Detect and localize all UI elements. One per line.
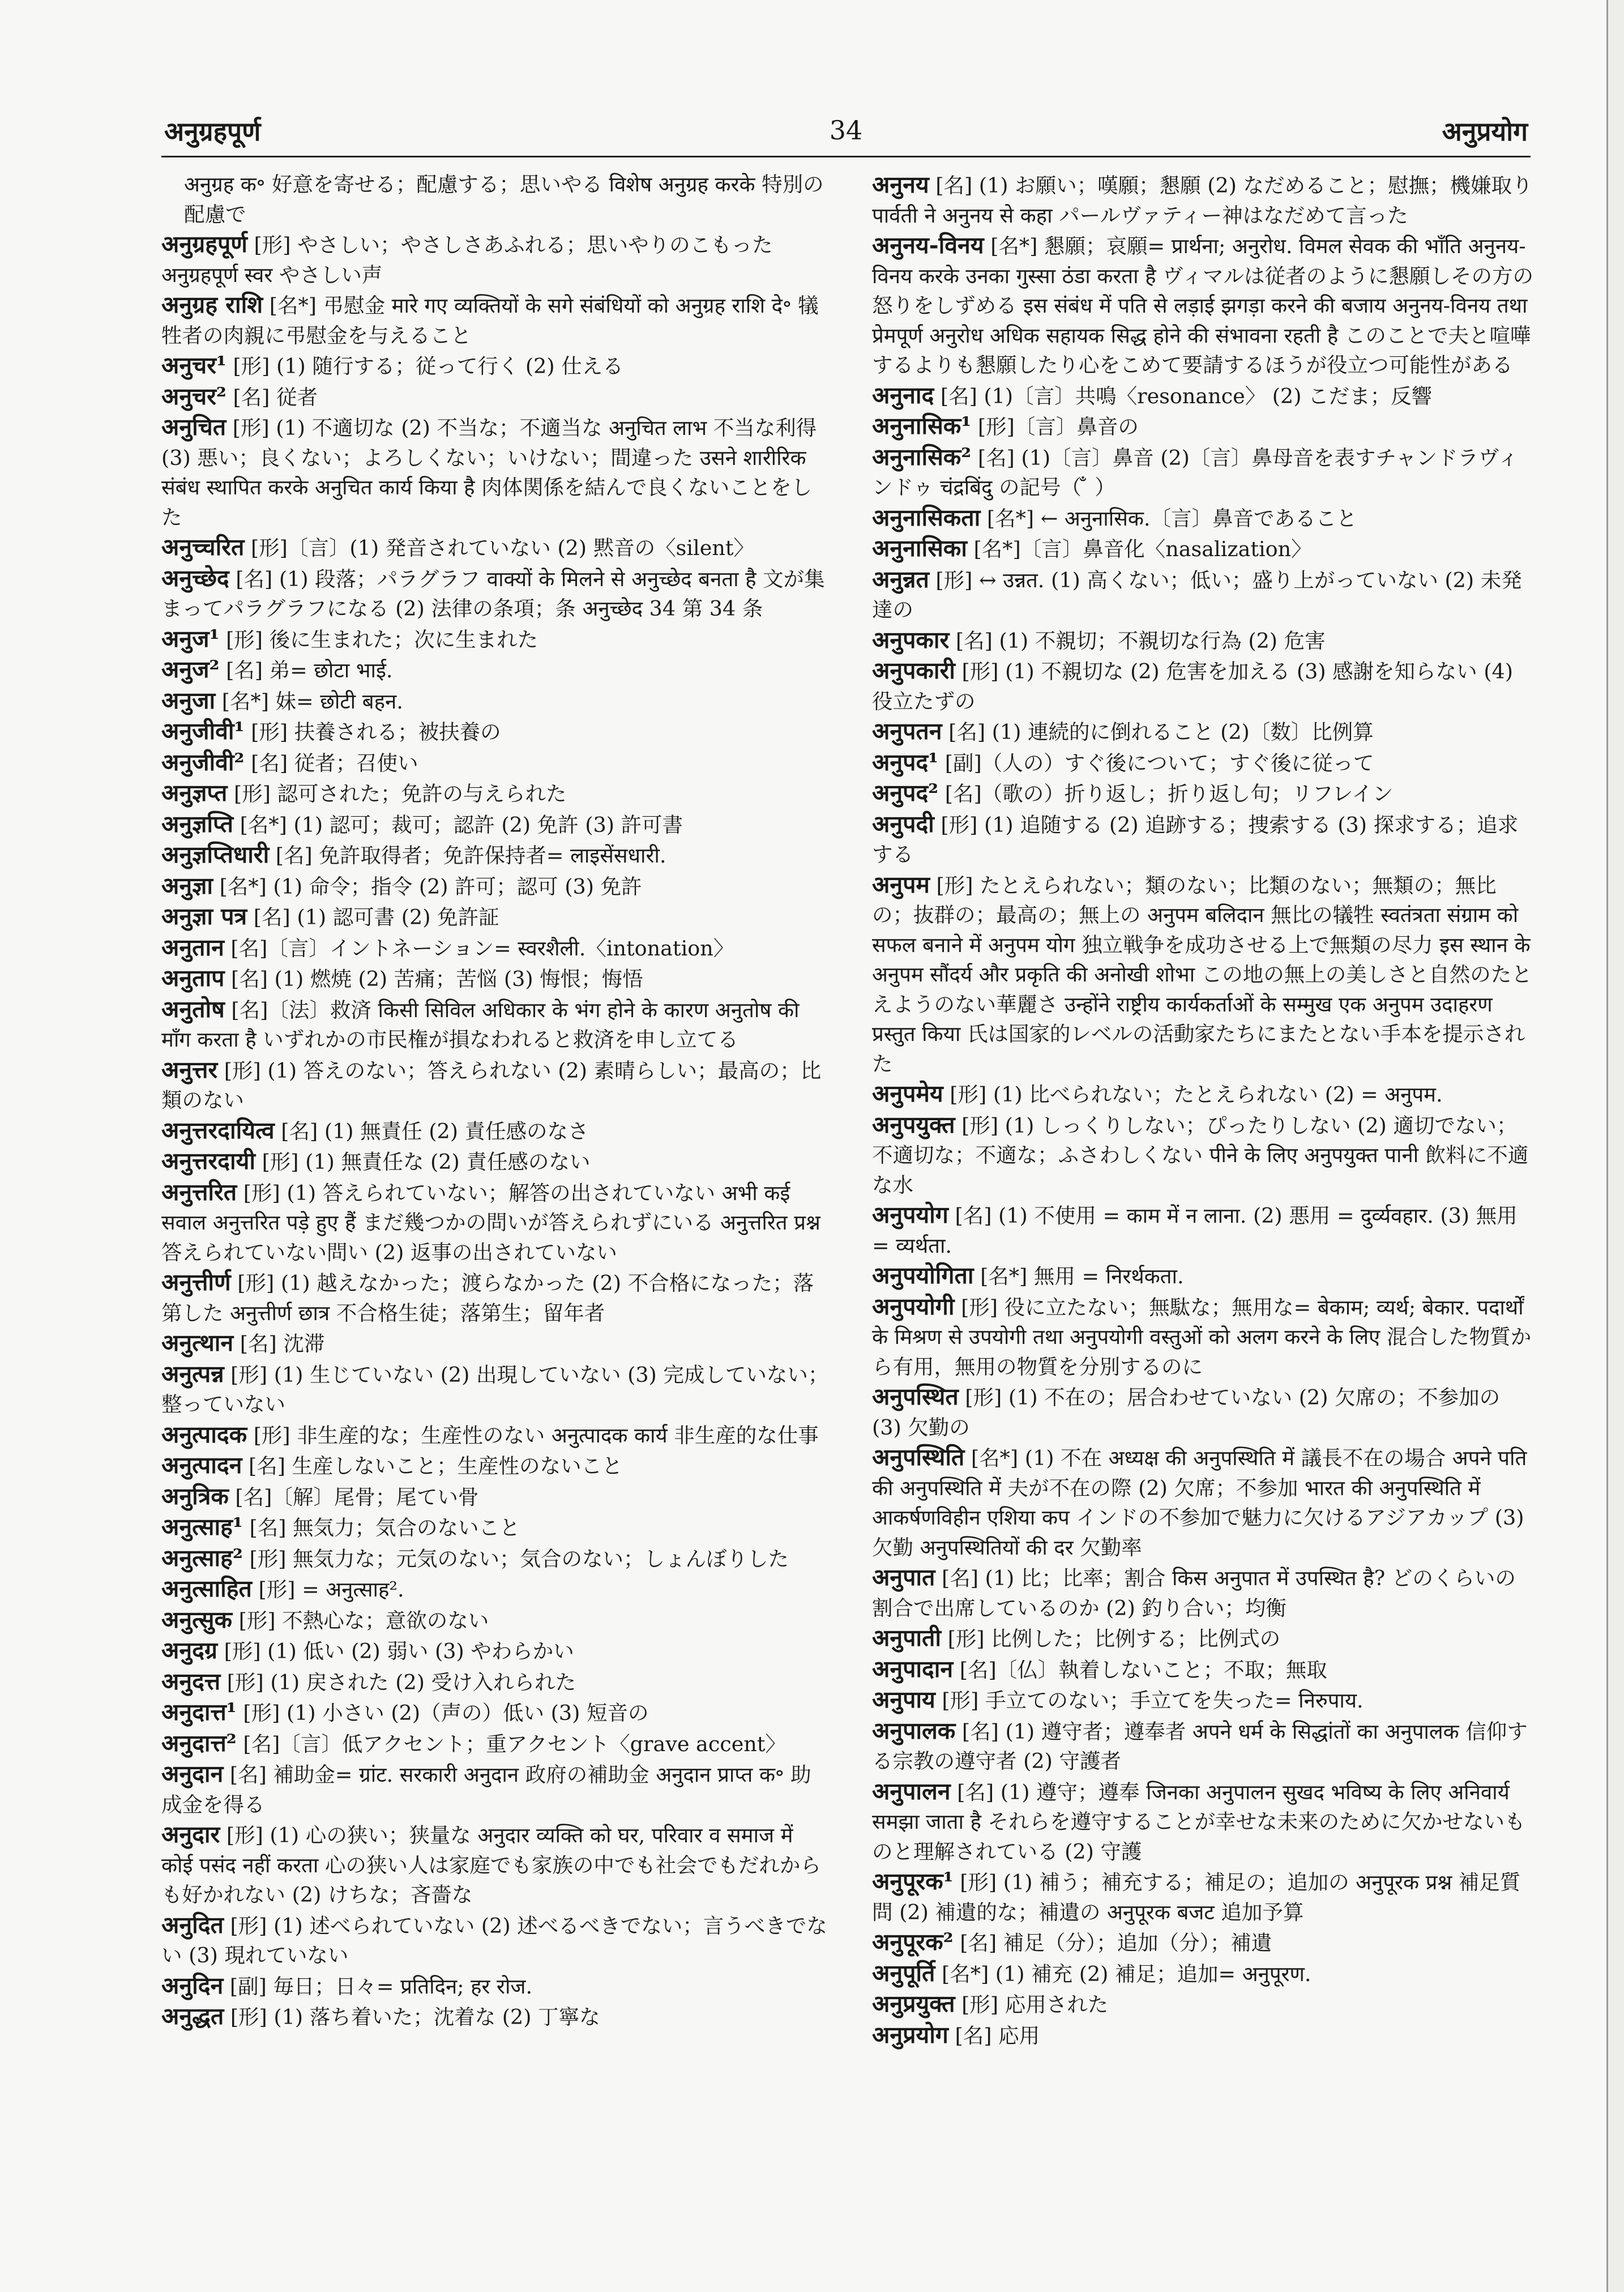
entry-headword: अनुदिन [161,1971,224,1999]
dictionary-entry [161,290,830,351]
entry-definition: [形] (1) 落ち着いた；沈着な (2) 丁寧な [224,2005,600,2029]
dictionary-entry [872,1867,1533,1927]
entry-headword: अनुच्छेद [161,564,229,592]
entry-headword: अनुत्साह² [161,1544,243,1572]
entry-headword: अनुदात्त¹ [161,1698,237,1726]
entry-headword: अनुग्रह राशि [161,291,263,318]
header-last-headword: अनुप्रयोग [1442,116,1528,147]
entry-headword: अनुतान [161,933,224,961]
entry-definition: [名] (1) 燃焼 (2) 苦痛；苦悩 (3) 悔恨；悔悟 [224,967,643,991]
entry-definition: [名]〔解〕尾骨；尾てい骨 [228,1484,479,1509]
dictionary-entry [872,778,1533,809]
entry-definition: [名] (1) 遵守者；遵奉者 अपने धर्म के सिद्धांतों का अनुपालक 信仰する宗教の遵守者 (2) 守護者 [872,1719,1528,1773]
dictionary-entry [161,1482,830,1513]
entry-headword: अनुपयोगी [872,1292,955,1320]
entry-headword: अनुत्तीर्ण [161,1269,231,1296]
entry-headword: अनुज² [161,656,220,683]
dictionary-entry [872,381,1533,412]
entry-definition: [形] 無気力な；元気のない；気合のない；しょんぼりした [242,1546,789,1571]
entry-headword: अनुचर² [161,382,226,410]
entry-headword: अनुपद² [872,779,939,806]
entry-definition: [形] (1) 小さい (2)（声の）低い (3) 短音の [236,1701,649,1725]
entry-headword: अनुपमेय [872,1080,943,1107]
entry-definition: [名*] (1) 不在 अध्यक्ष की अनुपस्थिति में 議長不在の場合 अपने पति की अनुपस्थिति में 夫が不在の際 (2) 欠席；不参加 भारत की अनुपस्थिति में आकर्षणविहीन एशिया कप インドの不参加で魅力に欠けるアジアカップ (3) 欠勤 अनुपस्थितियों की दर 欠勤率 [872,1446,1527,1560]
entry-definition: [形] 比例した；比例する；比例式の [941,1627,1281,1651]
page-header [161,110,1531,157]
entry-headword: अनुत्तरदायित्व [161,1116,275,1144]
dictionary-entry [161,564,830,624]
dictionary-entry [872,748,1533,779]
entry-headword: अनुचित [161,413,226,441]
entry-definition: [名] (1) お願い；嘆願；懇願 (2) なだめること；慰撫；機嫌取り पार्वती ने अनुनय से कहा パールヴァティー神はなだめて言った [872,173,1533,228]
entry-headword: अनुपयोग [872,1201,948,1228]
dictionary-entry [161,1512,830,1543]
entry-definition: [名] 沈滞 [233,1331,325,1356]
dictionary-entry [161,2001,830,2033]
entry-headword: अनुपस्थित [872,1383,959,1410]
dictionary-entry [872,1654,1533,1685]
dictionary-entry [872,442,1533,503]
entry-headword: अनुनासिक² [872,443,972,471]
entry-headword: अनुपूर्ति [872,1959,935,1987]
dictionary-entry [872,870,1533,1079]
dictionary-entry [872,1200,1533,1261]
entry-definition: [副]（人の）すぐ後について；すぐ後に従って [938,750,1374,775]
entry-definition: [名] 補助金= ग्रांट. सरकारी अनुदान 政府の補助金 अनुदान प्राप्त क॰ 助成金を得る [161,1762,811,1817]
dictionary-entry [872,1623,1533,1654]
entry-headword: अनुजा [161,686,216,714]
page-edge [1606,0,1624,2292]
dictionary-entry [872,1079,1533,1110]
dictionary-entry [872,1382,1533,1442]
dictionary-entry [161,1116,830,1147]
entry-definition: [形] やさしい；やさしさあふれる；思いやりのこもった अनुग्रहपूर्ण स्वर やさしい声 [161,233,773,287]
dictionary-entry [872,411,1533,442]
entry-headword: अनुपम [872,870,930,898]
entry-definition: [名] (1) 不使用 = काम में न लाना. (2) 悪用 = दुर्व्यवहार. (3) 無用 = व्यर्थता. [872,1203,1518,1258]
entry-headword: अनुताप [161,964,225,992]
dictionary-entry [161,1605,830,1636]
dictionary-entry [161,1910,830,1971]
entry-definition: [形] 認可された；免許の与えられた [227,782,567,806]
entry-definition: [形] たとえられない；類のない；比類のない；無類の；無比の；抜群の；最高の；無上の अनुपम बलिदान 無比の犠牲 स्वतंत्रता संग्राम को सफल बनाने में अनुपम योग 独立戦争を成功させる上で無類の尽力 इस स्थान के अनुपम सौंदर्य और प्रकृति की अनोखी शोभा この地の無上の美しさと自然のたとえようのない華麗さ उन्होंने राष्ट्रीय कार्यकर्ताओं के सम्मुख एक अनुपम उदाहरण प्रस्तुत किया 氏は国家的レベルの活動家たちにまたとない手本を提示された [872,873,1532,1076]
entry-headword: अनुदत्त [161,1667,221,1695]
dictionary-entry [872,1110,1533,1201]
dictionary-entry [161,933,830,964]
dictionary-entry [161,963,830,995]
entry-definition: [形] (1) 答えられていない；解答の出されていない अभी कई सवाल अनुत्तरित पड़े हुए हैं まだ幾つかの問いが答えられずにいる अनुत्तरित प्रश्न 答えられていない問い (2) 返事の出されていない [161,1180,820,1265]
entry-definition: [名] (1) 無責任 (2) 責任感のなさ [274,1119,589,1143]
entry-headword: अनुत्पादन [161,1452,242,1479]
dictionary-entry [872,2020,1533,2051]
dictionary-entry [161,624,830,655]
entry-definition: [形] = अनुत्साह². [251,1577,404,1602]
entry-headword: अनुत्साहित [161,1575,252,1602]
entry-definition: [名] 補足（分）；追加（分）；補遺 [953,1931,1272,1955]
entry-headword: अनुनाद [872,381,934,409]
dictionary-entry [872,1927,1533,1958]
dictionary-entry [161,170,830,229]
left-column [161,170,830,2033]
dictionary-entry [161,778,830,809]
dictionary-entry [161,871,830,902]
entry-definition: [名] 従者 [226,385,318,409]
entry-definition: [名*] (1) 認可；裁可；認許 (2) 免許 (3) 許可書 [233,812,683,837]
dictionary-entry [161,1697,830,1728]
entry-definition: [形]〔言〕(1) 発音されていない (2) 黙音の〈silent〉 [244,536,754,560]
dictionary-entry [872,1292,1533,1382]
entry-definition: [形] (1) 答えのない；答えられない (2) 素晴らしい；最高の；比類のない [161,1058,822,1112]
entry-definition: [名] 免許取得者；免許保持者= लाइसेंसधारी. [269,843,666,868]
dictionary-entry [872,1989,1533,2020]
entry-definition: [形] (1) 越えなかった；渡らなかった (2) 不合格になった；落第した अनुत्तीर्ण छात्र 不合格生徒；落第生；留年者 [161,1271,814,1325]
dictionary-entry [161,1359,830,1420]
entry-definition: [名*] 弔慰金 मारे गए व्यक्तियों के सगे संबंधियों को अनुग्रह राशि दे॰ 犠牲者の肉親に弔慰金を与えること [161,293,819,348]
entry-headword: अनुपस्थिति [872,1444,965,1471]
entry-definition: [名*] 懇願；哀願= प्रार्थना; अनुरोध. विमल सेवक की भाँति अनुनय-विनय करके उनका गुस्सा ठंडा करता है ヴィマルは従者のように懇願しその方の怒りをしずめる इस संबंध में पति से लड़ाई झगड़ा करने की बजाय अनुनय-विनय तथा प्रेमपूर्ण अनुरोध अधिक सहायक सिद्ध होने की संभावना रहती है このことで夫と喧嘩するよりも懇願したり心をこめて要請するほうが役立つ可能性がある [872,234,1533,377]
entry-headword: अनुपाती [872,1624,941,1651]
entry-headword: अनुत्रिक [161,1482,229,1510]
dictionary-entry [872,716,1533,748]
dictionary-entry [161,1636,830,1667]
dictionary-entry [161,1177,830,1268]
dictionary-entry [161,1146,830,1177]
entry-definition: [形] (1) 不親切な (2) 危害を加える (3) 感謝を知らない (4) 役立たずの [872,659,1513,714]
entry-headword: अनुत्सुक [161,1606,233,1633]
entry-headword: अनुद्धत [161,2003,224,2030]
entry-headword: अनुत्तरित [161,1178,237,1206]
entry-headword: अनुज्ञा [161,872,213,899]
entry-headword: अनुप्रयुक्त [872,1990,955,2017]
entry-definition: [形] 後に生まれた；次に生まれた [219,627,539,652]
entry-headword: अनुपद¹ [872,748,939,776]
entry-headword: अनुपात [872,1564,935,1591]
entry-headword: अनुदित [161,1911,224,1939]
entry-headword: अनुदात्त² [161,1729,237,1757]
entry-headword: अनुजीवी¹ [161,718,245,745]
entry-definition: [形] (1) 戻された (2) 受け入れられた [220,1670,576,1695]
entry-definition: [名] (1) 遵守；遵奉 जिनका अनुपालन सुखद भविष्य के लिए अनिवार्य समझा जाता है それらを遵守することが幸せな未来のために欠かせないものと理解されている (2) 守護 [872,1779,1525,1864]
entry-definition: [名]〔法〕救済 किसी सिविल अधिकार के भंग होने के कारण अनुतोष की माँग करता है いずれかの市民権が損なわれると救済を申し立てる [161,997,800,1052]
dictionary-entry [161,1667,830,1698]
entry-headword: अनुत्साह¹ [161,1513,243,1540]
entry-definition: [名] (1) 連続的に倒れること (2)〔数〕比例算 [942,720,1374,744]
dictionary-entry [161,1971,830,2002]
entry-headword: अनुपदी [872,810,934,838]
dictionary-entry [161,1574,830,1605]
dictionary-entry [161,1267,830,1328]
entry-headword: अनुपतन [872,718,942,745]
entry-definition: [形] (1) 心の狭い；狭量な अनुदार व्यक्ति को घर, परिवार व समाज में कोई पसंद नहीं करता 心の狭い人は家庭でも家族の中でも社会でもだれからも好かれない (2) けちな；吝嗇な [161,1823,821,1907]
dictionary-entry [161,351,830,382]
entry-headword: अनुज्ञप्तिधारी [161,841,270,868]
entry-definition: [名*] 無用 = निरर्थकता. [973,1264,1184,1288]
dictionary-entry [872,1958,1533,1990]
entry-definition: [名] 生産しないこと；生産性のないこと [242,1454,623,1478]
dictionary-entry [161,686,830,717]
dictionary-entry [872,503,1533,534]
dictionary-entry [161,1820,830,1910]
entry-definition: [名] (1) 段落；パラグラフ वाक्यों के मिलने से अनुच्छेद बनता है 文が集まってパラグラフになる (2) 法律の条項；条 अनुच्छेद 34 第 34 条 [161,566,825,621]
dictionary-entry [161,1420,830,1451]
entry-definition: [名] 弟= छोटा भाई. [219,658,393,682]
entry-definition: [名*] (1) 命令；指令 (2) 許可；認可 (3) 免許 [212,874,642,899]
entry-definition: [形] ↔ उन्नत. (1) 高くない；低い；盛り上がっていない (2) 未発達の [872,567,1522,622]
entry-definition: [形] (1) 述べられていない (2) 述べるべきでない；言うべきでない (3) 現れていない [161,1913,827,1967]
entry-headword: अनुपालक [872,1717,956,1744]
entry-headword: अनुत्पादक [161,1420,247,1448]
entry-definition: [形] (1) 随行する；従って行く (2) 仕える [226,354,623,378]
entry-headword: अनुनासिका [872,535,967,562]
entry-headword: अनुदान [161,1760,224,1787]
dictionary-entry [161,840,830,871]
dictionary-entry [872,1716,1533,1777]
entry-headword: अनुन्नत [872,565,929,593]
entry-definition: [名] 応用 [948,2023,1040,2048]
entry-definition: [名]〔言〕低アクセント；重アクセント〈grave accent〉 [236,1731,786,1756]
entry-definition: [名] 従者；召使い [244,750,418,775]
entry-definition: [形] 扶養される；被扶養の [244,720,501,744]
entry-headword: अनुपूरक² [872,1928,954,1956]
entry-definition: [形] (1) しっくりしない；ぴったりしない (2) 適切でない；不適切な；不適な；ふさわしくない पीने के लिए अनुपयुक्त पानी 飲料に不適な水 [872,1113,1529,1197]
dictionary-entry [161,1328,830,1359]
entry-headword: अनुच्चरित [161,533,245,561]
entry-headword: अनुत्तर [161,1056,218,1083]
entry-headword: अनुनासिक¹ [872,412,972,439]
entry-headword: अनुज्ञप्ति [161,810,233,838]
dictionary-entry [161,1728,830,1760]
dictionary-entry [161,382,830,413]
entry-headword: अनुज्ञा पत्र [161,903,247,930]
entry-headword: अनुपयुक्त [872,1111,955,1138]
dictionary-entry [161,532,830,564]
dictionary-entry [872,1563,1533,1623]
dictionary-entry [872,625,1533,656]
entry-definition: [形] (1) 不適切な (2) 不当な；不適当な अनुचित लाभ 不当な利得 (3) 悪い；良くない；よろしくない；いけない；間違った उसने शारीरिक संबंध स्थापित करके अनुचित कार्य किया है 肉体関係を結んで良くないことをした [161,416,817,530]
dictionary-entry [872,533,1533,565]
entry-headword: अनुनय [872,171,929,198]
entry-definition: [名] (1) 不親切；不親切な行為 (2) 危害 [949,628,1326,653]
entry-definition: [形] (1) 生じていない (2) 出現していない (3) 完成していない；整っていない [161,1362,829,1416]
dictionary-entry [161,809,830,840]
dictionary-entry [872,231,1533,381]
entry-definition: [形] (1) 低い (2) 弱い (3) やわらかい [217,1639,574,1663]
entry-definition: [形]〔言〕鼻音の [971,415,1139,439]
entry-definition: [形] 役に立たない；無駄な；無用な= बेकाम; व्यर्थ; बेकार. पदार्थों के मिश्रण से उपयोगी तथा अनुपयोगी वस्तुओं को अलग करने के लिए 混合した物質から有用，無用の物質を分別するのに [872,1295,1532,1379]
entry-definition: [形] (1) 比べられない；たとえられない (2) = अनुपम. [943,1082,1443,1107]
page-number: 34 [829,115,863,146]
entry-definition: [形] (1) 不在の；居合わせていない (2) 欠席の；不参加の (3) 欠勤の [872,1385,1501,1440]
entry-headword: अनुग्रहपूर्ण [161,231,247,258]
entry-headword: अनुपकार [872,626,950,654]
dictionary-entry [161,229,830,290]
entry-headword: अनुत्थान [161,1329,234,1356]
entry-definition: [形] 非生産的な；生産性のない अनुत्पादक कार्य 非生産的な仕事 [247,1423,819,1448]
dictionary-entry [161,748,830,779]
entry-headword: अनुज्ञप्त [161,779,228,806]
entry-definition: [名]（歌の）折り返し；折り返し句；リフレイン [938,782,1394,806]
dictionary-entry [872,565,1533,625]
entry-headword: अनुपालन [872,1777,951,1805]
entry-headword: अनुतोष [161,995,225,1023]
dictionary-entry [161,902,830,933]
entry-definition: [名] (1)〔言〕共鳴〈resonance〉 (2) こだま；反響 [934,383,1433,408]
entry-headword: अनुजीवी² [161,748,245,776]
dictionary-entry [872,1685,1533,1716]
entry-definition: [名] (1) 比；比率；割合 किस अनुपात में उपस्थित है? どのくらいの割合で出席しているのか (2) 釣り合い；均衡 [872,1566,1516,1620]
entry-headword: अनुदग्र [161,1637,217,1664]
entry-headword: अनुत्तरदायी [161,1147,255,1175]
entry-definition: [名]〔言〕イントネーション= स्वरशैली.〈intonation〉 [224,936,734,961]
entry-headword: अनुपादान [872,1655,954,1683]
dictionary-entry [872,1261,1533,1292]
entry-headword: अनुनय-विनय [872,232,984,259]
entry-headword: अनुनासिकता [872,503,981,531]
entry-definition: [形] 応用された [955,1992,1109,2017]
entry-headword: अनुज¹ [161,625,220,652]
dictionary-entry [872,656,1533,716]
entry-headword: अनुप्रयोग [872,2021,948,2048]
entry-definition: [名] (1) 認可書 (2) 免許証 [247,905,499,929]
entry-definition: [形] (1) 補う；補充する；補足の；追加の अनुपूरक प्रश्न 補足質問 (2) 補遺的な；補遺の अनुपूरक बजट 追加予算 [872,1870,1521,1924]
entry-definition: [副] 毎日；日々= प्रतिदिन; हर रोज. [223,1974,533,1999]
entry-definition: [名*]〔言〕鼻音化〈nasalization〉 [967,537,1312,561]
dictionary-entry [161,1543,830,1574]
dictionary-entry [161,412,830,532]
dictionary-entry [872,1777,1533,1867]
dictionary-entry [161,655,830,686]
dictionary-entry [161,1450,830,1482]
entry-definition: [形] (1) 追随する (2) 追跡する；捜索する (3) 探求する；追求する [872,812,1519,867]
dictionary-entry [161,1055,830,1116]
entry-headword: अनुपाय [872,1686,935,1713]
entry-definition: [形] 不熱心な；意欲のない [232,1608,489,1633]
entry-definition: [形] (1) 無責任な (2) 責任感のない [255,1150,591,1174]
entry-headword: अनुदार [161,1821,220,1848]
entry-headword: अनुपयोगिता [872,1262,974,1289]
entry-definition: [形] 手立てのない；手立てを失った= निरुपाय. [935,1688,1364,1713]
entry-definition: [名*] 妹= छोटी बहन. [215,689,403,714]
right-column [872,170,1533,2051]
entry-definition: [名*] (1) 補充 (2) 補足；追加= अनुपूरण. [935,1961,1311,1986]
entry-definition: [名] 無気力；気合のないこと [242,1516,520,1540]
dictionary-entry [161,995,830,1055]
entry-definition: अनुग्रह क॰ 好意を寄せる；配慮する；思いやる विशेष अनुग्रह करके 特別の配慮で [184,172,824,227]
entry-definition: [名*] ← अनुनासिक.〔言〕鼻音であること [980,506,1357,531]
entry-headword: अनुचर¹ [161,352,226,379]
dictionary-entry [872,809,1533,870]
entry-definition: [名]〔仏〕執着しないこと；不取；無取 [953,1657,1327,1682]
dictionary-entry [872,170,1533,231]
entry-headword: अनुत्पन्न [161,1360,224,1388]
entry-definition: [名] (1)〔言〕鼻音 (2)〔言〕鼻母音を表すチャンドラヴィンドゥ चंद्रबिंदु の記号（ ̐ ） [872,445,1519,500]
dictionary-entry [161,716,830,748]
header-first-headword: अनुग्रहपूर्ण [164,116,261,147]
dictionary-entry [872,1442,1533,1563]
dictionary-entry [161,1759,830,1820]
entry-headword: अनुपूरक¹ [872,1868,954,1895]
entry-headword: अनुपकारी [872,657,955,684]
